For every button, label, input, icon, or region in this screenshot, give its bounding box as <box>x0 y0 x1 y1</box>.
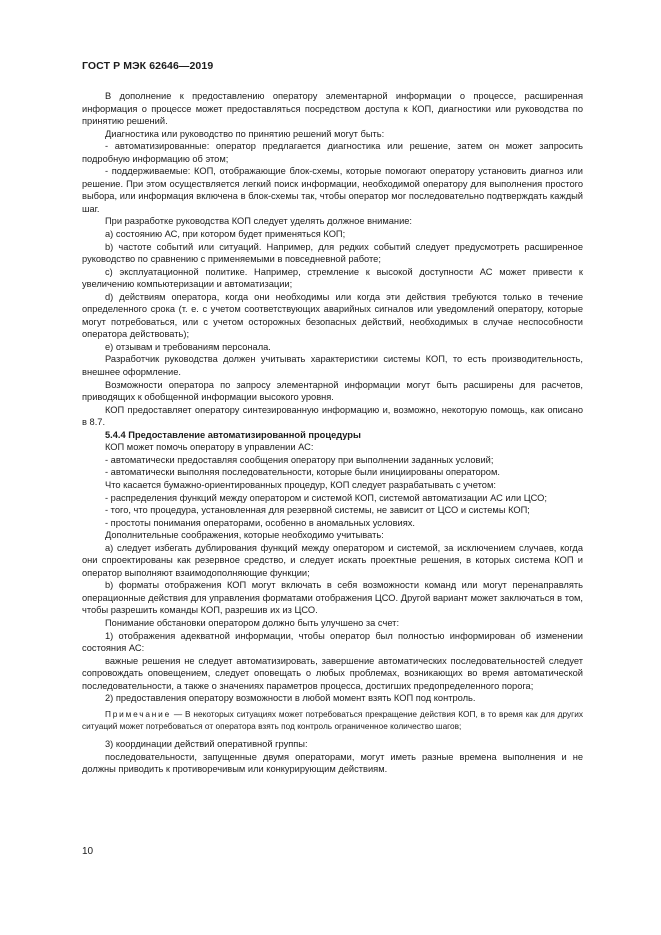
section-heading: 5.4.4 Предоставление автоматизированной процедуры <box>105 429 361 440</box>
list-item: - автоматически выполняя последовательности, которые были инициированы оператором. <box>105 467 500 478</box>
list-item: a) следует избегать дублирования функций между оператором и системой, за исключением случаев, когда они спроектированы как резервное средство, и следует искать проектные решения, в которых система КОП и оператор выполняют взаимодополняющие функции; <box>82 542 583 578</box>
paragraph: Разработчик руководства должен учитывать характеристики системы КОП, то есть производительность, внешнее оформление. <box>82 354 583 378</box>
list-item: 2) предоставления оператору возможности в любой момент взять КОП под контроль. <box>105 693 476 704</box>
list-item: b) частоте событий или ситуаций. Например, для редких событий следует предусмотреть расширенное руководство по сравнению с применяемыми в повседневной работе; <box>82 241 583 265</box>
list-item: 3) координации действий оперативной группы: <box>105 739 308 750</box>
list-item: - автоматизированные: оператор предлагается диагностика или решение, затем он может запросить подробную информацию об этом; <box>82 141 583 164</box>
list-item: e) отзывам и требованиям персонала. <box>105 341 271 352</box>
paragraph: При разработке руководства КОП следует уделять должное внимание: <box>105 216 413 227</box>
paragraph: последовательности, запущенные двумя операторами, могут иметь разные времена выполнения и не должны приводить к противоречивым или конкурирующим действиям. <box>82 751 583 775</box>
list-item: - того, что процедура, установленная для резервной системы, не зависит от ЦСО и системы КОП; <box>105 505 530 516</box>
paragraph: Возможности оператора по запросу элементарной информации могут быть расширены для расчетов, приводящих к обобщенной информации высокого уровня. <box>82 379 583 403</box>
paragraph: Дополнительные соображения, которые необходимо учитывать: <box>105 530 384 541</box>
list-item: - поддерживаемые: КОП, отображающие блок-схемы, которые помогают оператору установить диагноз или решение. При этом осуществляется легкий поиск информации, необходимой оператору для выполнения простого выбора, или информация включена в блок-схемы так, чтобы оператор мог последовательно подтверждать каждый шаг. <box>82 166 583 214</box>
note-label: Примечание <box>105 708 172 719</box>
paragraph: Что касается бумажно-ориентированных процедур, КОП следует разрабатывать с учетом: <box>105 479 496 490</box>
list-item: b) форматы отображения КОП могут включать в себя возможности команд или могут перенаправлять операционные действия для управления форматами отображения ЦСО. Другой вариант может заключаться в том, чтобы разрешить команды КОП, разрешив их из ЦСО. <box>82 580 583 616</box>
note <box>82 709 583 733</box>
list-item: c) эксплуатационной политике. Например, стремление к высокой доступности АС может привести к увеличению компьютеризации и автоматизации; <box>82 266 583 290</box>
list-item: d) действиям оператора, когда они необходимы или когда эти действия требуются только в течение определенного срока (т. е. с учетом соответствующих аварийных сигналов или уведомлений оператору, которые могут потребоваться, или с учетом осторожных безопасных действий, необходимых в случае неспособности оператора действовать); <box>82 291 583 340</box>
list-item: a) состоянию АС, при котором будет применяться КОП; <box>105 229 346 240</box>
paragraph: В дополнение к предоставлению оператору элементарной информации о процессе, расширенная информация о процессе может предоставляться посредством доступа к КОП, диагностики или руководства по принятию решений. <box>82 91 583 127</box>
body-text <box>82 90 583 776</box>
page-number: 10 <box>82 846 94 857</box>
paragraph: КОП предоставляет оператору синтезированную информацию и, возможно, некоторую помощь, как описано в 8.7. <box>82 404 583 428</box>
paragraph: важные решения не следует автоматизировать, завершение автоматических последовательностей следует сопровождать оповещением, следует оповещать о любых проблемах, возникающих во время автоматической последовательности, а также о значениях параметров процесса, достигших предопределенного порога; <box>82 655 583 691</box>
paragraph: Понимание обстановки оператором должно быть улучшено за счет: <box>105 617 400 628</box>
standard-designation: ГОСТ Р МЭК 62646—2019 <box>82 60 214 72</box>
list-item: - распределения функций между оператором и системой КОП, системой автоматизации АС или ЦСО; <box>105 492 547 503</box>
note-text: — В некоторых ситуациях может потребоваться прекращение действия КОП, в то время как для других ситуаций может потребоваться от оператора взять под контроль ограниченное количество шагов; <box>82 708 583 731</box>
list-item: - простоты понимания операторами, особенно в аномальных условиях. <box>105 517 415 528</box>
paragraph: Диагностика или руководство по принятию решений могут быть: <box>105 128 385 139</box>
list-item: - автоматически предоставляя сообщения оператору при выполнении заданных условий; <box>105 454 494 465</box>
list-item: 1) отображения адекватной информации, чтобы оператор был полностью информирован об изменении состояния АС: <box>82 630 583 654</box>
paragraph: КОП может помочь оператору в управлении АС: <box>105 442 314 453</box>
